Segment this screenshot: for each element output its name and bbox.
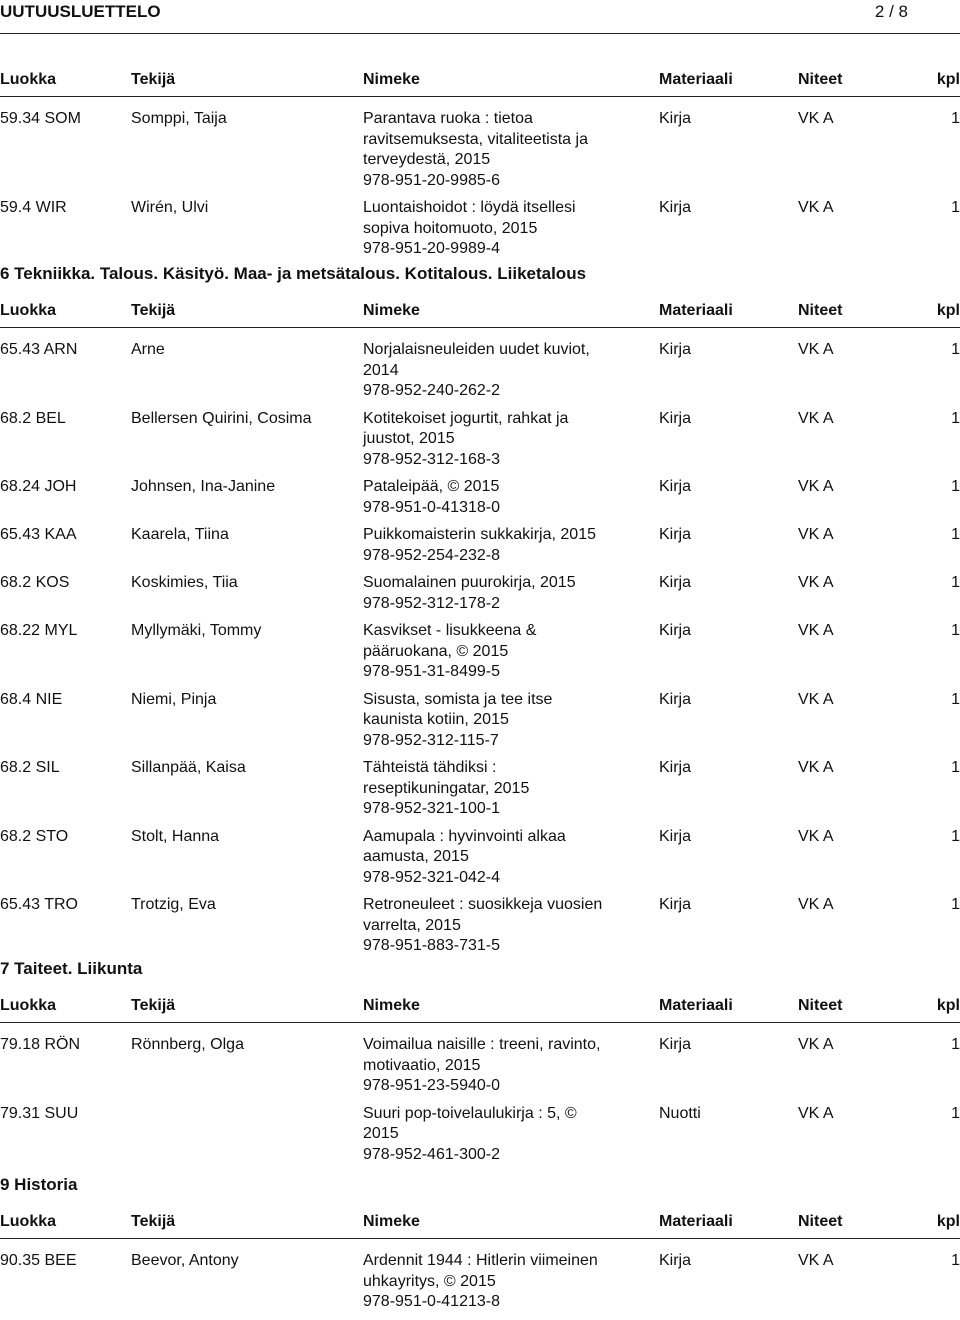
entry-title-text: Kotitekoiset jogurtit, rahkat ja juustot, 2015 bbox=[363, 409, 569, 447]
column-header-kpl: kpl bbox=[936, 71, 960, 88]
entry-nimeke bbox=[363, 621, 613, 683]
entry-tekija: Johnsen, Ina-Janine bbox=[131, 478, 276, 495]
column-header-materiaali: Materiaali bbox=[659, 71, 733, 88]
entry-materiaali: Kirja bbox=[659, 526, 692, 543]
column-header-kpl: kpl bbox=[936, 1213, 960, 1230]
entry-tekija: Rönnberg, Olga bbox=[131, 1036, 244, 1053]
column-header-niteet: Niteet bbox=[798, 997, 843, 1014]
column-header-materiaali: Materiaali bbox=[659, 1213, 733, 1230]
entry-niteet: VK A bbox=[798, 690, 834, 708]
entry-title-text: Ardennit 1944 : Hitlerin viimeinen uhkayritys, © 2015 bbox=[363, 1252, 598, 1290]
entry-luokka: 68.2 KOS bbox=[0, 574, 70, 591]
entry-luokka: 59.34 SOM bbox=[0, 110, 81, 127]
column-header-divider bbox=[0, 327, 960, 328]
entry-luokka: 65.43 ARN bbox=[0, 341, 78, 358]
entry-nimeke bbox=[363, 573, 613, 614]
column-header-kpl: kpl bbox=[936, 997, 960, 1014]
entry-nimeke bbox=[363, 477, 613, 518]
entry-nimeke bbox=[363, 827, 613, 889]
header-divider bbox=[0, 33, 960, 34]
catalog-entry bbox=[0, 1104, 960, 1166]
entry-title-text: Sisusta, somista ja tee itse kaunista kotiin, 2015 bbox=[363, 690, 553, 728]
column-header-materiaali: Materiaali bbox=[659, 302, 733, 319]
entry-nimeke bbox=[363, 895, 613, 957]
entry-isbn: 978-951-883-731-5 bbox=[363, 937, 500, 954]
entry-nimeke bbox=[363, 525, 613, 566]
entry-niteet: VK A bbox=[798, 478, 834, 495]
catalog-section bbox=[0, 263, 960, 964]
column-header-divider bbox=[0, 96, 960, 97]
entry-materiaali: Kirja bbox=[659, 199, 692, 216]
entry-tekija: Arne bbox=[131, 341, 165, 358]
entry-materiaali: Kirja bbox=[659, 478, 692, 495]
catalog-entry bbox=[0, 525, 960, 566]
entry-isbn: 978-951-20-9985-6 bbox=[363, 171, 500, 189]
entry-kpl: 1 bbox=[951, 478, 960, 495]
entry-niteet: VK A bbox=[798, 110, 834, 127]
column-header-luokka: Luokka bbox=[0, 1213, 57, 1230]
entry-kpl: 1 bbox=[951, 827, 960, 845]
entry-tekija: Stolt, Hanna bbox=[131, 827, 220, 845]
entry-materiaali: Kirja bbox=[659, 409, 692, 427]
catalog-section bbox=[0, 958, 960, 1172]
entry-isbn: 978-952-312-168-3 bbox=[363, 450, 500, 468]
entry-title-text: Puikkomaisterin sukkakirja, 2015 bbox=[363, 526, 596, 543]
column-header-row bbox=[0, 996, 960, 1016]
section-title: 9 Historia bbox=[0, 1175, 78, 1194]
entry-tekija: Niemi, Pinja bbox=[131, 690, 217, 708]
entry-niteet: VK A bbox=[798, 526, 834, 543]
entry-kpl: 1 bbox=[951, 574, 960, 591]
catalog-entry bbox=[0, 690, 960, 752]
entry-title-text: Voimailua naisille : treeni, ravinto, motivaatio, 2015 bbox=[363, 1036, 601, 1074]
entry-isbn: 978-951-31-8499-5 bbox=[363, 663, 500, 680]
column-header-nimeke: Nimeke bbox=[363, 997, 420, 1014]
entry-niteet: VK A bbox=[798, 574, 834, 591]
entry-kpl: 1 bbox=[951, 622, 960, 639]
catalog-entry bbox=[0, 198, 960, 260]
entry-isbn: 978-952-461-300-2 bbox=[363, 1145, 500, 1163]
column-header-row bbox=[0, 301, 960, 321]
column-header-tekija: Tekijä bbox=[131, 302, 176, 319]
catalog-entry bbox=[0, 477, 960, 518]
entry-luokka: 68.2 SIL bbox=[0, 759, 60, 776]
catalog-entry bbox=[0, 109, 960, 191]
entry-materiaali: Kirja bbox=[659, 759, 692, 776]
column-header-nimeke: Nimeke bbox=[363, 1213, 420, 1230]
entry-title-text: Tähteistä tähdiksi : reseptikuningatar, 2015 bbox=[363, 759, 530, 797]
entry-tekija: Koskimies, Tiia bbox=[131, 574, 238, 591]
entry-niteet: VK A bbox=[798, 1252, 834, 1269]
entry-niteet: VK A bbox=[798, 759, 834, 776]
entry-luokka: 68.4 NIE bbox=[0, 690, 63, 708]
entry-luokka: 65.43 KAA bbox=[0, 526, 77, 543]
entry-title-text: Aamupala : hyvinvointi alkaa aamusta, 2015 bbox=[363, 827, 566, 865]
entry-kpl: 1 bbox=[951, 409, 960, 427]
entry-nimeke bbox=[363, 1104, 613, 1166]
column-header-niteet: Niteet bbox=[798, 302, 843, 319]
entry-kpl: 1 bbox=[951, 1104, 960, 1122]
entry-materiaali: Kirja bbox=[659, 1036, 692, 1053]
catalog-entry bbox=[0, 895, 960, 957]
entry-niteet: VK A bbox=[798, 1036, 834, 1053]
entry-materiaali: Kirja bbox=[659, 574, 692, 591]
entry-tekija: Somppi, Taija bbox=[131, 110, 227, 127]
entry-materiaali: Kirja bbox=[659, 1252, 692, 1269]
column-header-row bbox=[0, 1212, 960, 1232]
entry-nimeke bbox=[363, 198, 613, 260]
entry-tekija: Myllymäki, Tommy bbox=[131, 622, 262, 639]
column-header-nimeke: Nimeke bbox=[363, 71, 420, 88]
entry-title-text: Norjalaisneuleiden uudet kuviot, 2014 bbox=[363, 341, 590, 379]
catalog-entry bbox=[0, 1035, 960, 1097]
entry-luokka: 79.18 RÖN bbox=[0, 1036, 81, 1053]
entry-tekija: Wirén, Ulvi bbox=[131, 199, 209, 216]
column-header-kpl: kpl bbox=[936, 302, 960, 319]
entry-kpl: 1 bbox=[951, 1252, 960, 1269]
entry-title-text: Retroneuleet : suosikkeja vuosien varrelta, 2015 bbox=[363, 896, 603, 934]
entry-tekija: Trotzig, Eva bbox=[131, 896, 216, 913]
entry-niteet: VK A bbox=[798, 1104, 834, 1122]
column-header-materiaali: Materiaali bbox=[659, 997, 733, 1014]
column-header-divider bbox=[0, 1238, 960, 1239]
catalog-entry bbox=[0, 340, 960, 402]
entry-isbn: 978-952-312-178-2 bbox=[363, 594, 500, 612]
entry-title-text: Suomalainen puurokirja, 2015 bbox=[363, 574, 576, 591]
column-header-tekija: Tekijä bbox=[131, 1213, 176, 1230]
entry-title-text: Pataleipää, © 2015 bbox=[363, 478, 500, 495]
entry-niteet: VK A bbox=[798, 896, 834, 913]
entry-nimeke bbox=[363, 340, 613, 402]
entry-luokka: 68.2 STO bbox=[0, 827, 69, 845]
column-header-niteet: Niteet bbox=[798, 71, 843, 88]
entry-kpl: 1 bbox=[951, 341, 960, 358]
entry-luokka: 65.43 TRO bbox=[0, 896, 78, 913]
entry-kpl: 1 bbox=[951, 110, 960, 127]
catalog-entry bbox=[0, 409, 960, 471]
entry-materiaali: Kirja bbox=[659, 622, 692, 639]
column-header-tekija: Tekijä bbox=[131, 997, 176, 1014]
entry-isbn: 978-952-254-232-8 bbox=[363, 546, 500, 564]
entry-materiaali: Kirja bbox=[659, 110, 692, 127]
entry-isbn: 978-951-0-41213-8 bbox=[363, 1293, 500, 1310]
entry-luokka: 68.2 BEL bbox=[0, 409, 66, 427]
catalog-entry bbox=[0, 827, 960, 889]
entry-materiaali: Kirja bbox=[659, 341, 692, 358]
column-header-luokka: Luokka bbox=[0, 71, 57, 88]
column-header-luokka: Luokka bbox=[0, 997, 57, 1014]
entry-materiaali: Nuotti bbox=[659, 1104, 701, 1122]
entry-title-text: Suuri pop-toivelaulukirja : 5, © 2015 bbox=[363, 1104, 577, 1142]
catalog-entry bbox=[0, 621, 960, 683]
column-header-nimeke: Nimeke bbox=[363, 302, 420, 319]
entry-materiaali: Kirja bbox=[659, 690, 692, 708]
catalog-entry bbox=[0, 573, 960, 614]
entry-kpl: 1 bbox=[951, 199, 960, 216]
entry-kpl: 1 bbox=[951, 690, 960, 708]
entry-luokka: 90.35 BEE bbox=[0, 1252, 77, 1269]
column-header-row bbox=[0, 70, 960, 90]
entry-nimeke bbox=[363, 409, 613, 471]
entry-nimeke bbox=[363, 1251, 613, 1313]
entry-materiaali: Kirja bbox=[659, 827, 692, 845]
document-title: UUTUUSLUETTELO bbox=[0, 2, 161, 21]
entry-isbn: 978-951-0-41318-0 bbox=[363, 498, 500, 516]
entry-tekija: Beevor, Antony bbox=[131, 1252, 239, 1269]
catalog-entry bbox=[0, 1251, 960, 1313]
catalog-entry bbox=[0, 758, 960, 820]
section-title: 7 Taiteet. Liikunta bbox=[0, 959, 143, 978]
column-header-tekija: Tekijä bbox=[131, 71, 176, 88]
section-title: 6 Tekniikka. Talous. Käsityö. Maa- ja metsätalous. Kotitalous. Liiketalous bbox=[0, 264, 587, 283]
entry-nimeke bbox=[363, 109, 613, 191]
entry-niteet: VK A bbox=[798, 341, 834, 358]
column-header-luokka: Luokka bbox=[0, 302, 57, 319]
entry-isbn: 978-951-23-5940-0 bbox=[363, 1077, 500, 1094]
entry-isbn: 978-952-321-042-4 bbox=[363, 868, 500, 886]
entry-title-text: Luontaishoidot : löydä itsellesi sopiva hoitomuoto, 2015 bbox=[363, 199, 576, 237]
entry-isbn: 978-952-321-100-1 bbox=[363, 800, 500, 817]
entry-materiaali: Kirja bbox=[659, 896, 692, 913]
entry-luokka: 59.4 WIR bbox=[0, 199, 67, 216]
catalog-section bbox=[0, 70, 960, 267]
entry-tekija: Kaarela, Tiina bbox=[131, 526, 229, 543]
entry-luokka: 79.31 SUU bbox=[0, 1104, 79, 1122]
entry-niteet: VK A bbox=[798, 622, 834, 639]
entry-isbn: 978-952-312-115-7 bbox=[363, 731, 499, 749]
entry-kpl: 1 bbox=[951, 759, 960, 776]
entry-luokka: 68.22 MYL bbox=[0, 622, 78, 639]
column-header-divider bbox=[0, 1022, 960, 1023]
entry-tekija: Bellersen Quirini, Cosima bbox=[131, 409, 312, 427]
entry-nimeke bbox=[363, 758, 613, 820]
entry-isbn: 978-952-240-262-2 bbox=[363, 382, 500, 399]
entry-kpl: 1 bbox=[951, 896, 960, 913]
entry-nimeke bbox=[363, 1035, 613, 1097]
entry-isbn: 978-951-20-9989-4 bbox=[363, 240, 500, 257]
entry-niteet: VK A bbox=[798, 409, 834, 427]
entry-title-text: Kasvikset - lisukkeena & pääruokana, © 2015 bbox=[363, 622, 537, 660]
entry-nimeke bbox=[363, 690, 613, 752]
catalog-section bbox=[0, 1174, 960, 1320]
entry-luokka: 68.24 JOH bbox=[0, 478, 77, 495]
page-number: 2 / 8 bbox=[874, 2, 908, 21]
entry-niteet: VK A bbox=[798, 827, 834, 845]
column-header-niteet: Niteet bbox=[798, 1213, 843, 1230]
entry-tekija: Sillanpää, Kaisa bbox=[131, 759, 246, 776]
entry-title-text: Parantava ruoka : tietoa ravitsemuksesta, vitaliteetista ja terveydestä, 2015 bbox=[363, 110, 588, 168]
entry-niteet: VK A bbox=[798, 199, 834, 216]
entry-kpl: 1 bbox=[951, 526, 960, 543]
entry-kpl: 1 bbox=[951, 1036, 960, 1053]
